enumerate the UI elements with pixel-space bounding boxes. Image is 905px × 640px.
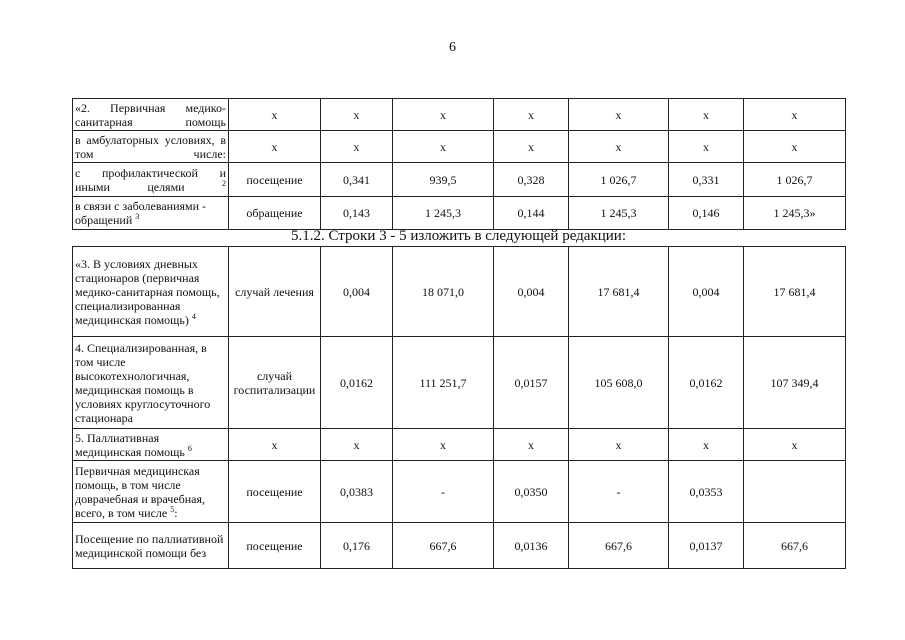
value-cell: х xyxy=(393,429,494,461)
row-label-text: с профилактической и иными целями xyxy=(75,165,226,194)
value-cell: х xyxy=(669,99,744,131)
row-label-text: Посещение по паллиативной медицинской помощи без xyxy=(75,531,224,560)
footnote-ref: 2 xyxy=(222,178,226,188)
value-cell: х xyxy=(321,429,393,461)
unit-cell: х xyxy=(229,99,321,131)
row-label xyxy=(73,163,229,197)
row-label xyxy=(73,429,229,461)
value-cell: х xyxy=(744,429,846,461)
value-cell: х xyxy=(569,131,669,163)
value-cell: х xyxy=(569,429,669,461)
value-cell: 667,6 xyxy=(569,523,669,569)
row-label-text: 5. Паллиативная медицинская помощь xyxy=(75,430,185,459)
table-row xyxy=(73,461,846,523)
unit-cell: посещение xyxy=(229,163,321,197)
value-cell: 18 071,0 xyxy=(393,247,494,337)
value-cell: 0,328 xyxy=(494,163,569,197)
value-cell: 0,004 xyxy=(669,247,744,337)
row-label xyxy=(73,461,229,523)
unit-cell: обращение xyxy=(229,197,321,230)
value-cell: х xyxy=(669,429,744,461)
value-cell: 0,341 xyxy=(321,163,393,197)
row-label xyxy=(73,197,229,230)
value-cell: 0,146 xyxy=(669,197,744,230)
value-cell: - xyxy=(393,461,494,523)
table-row xyxy=(73,247,846,337)
table-rows-3-5 xyxy=(72,246,846,569)
table-row xyxy=(73,99,846,131)
value-cell: х xyxy=(494,99,569,131)
value-cell: 1 245,3» xyxy=(744,197,846,230)
value-cell: х xyxy=(494,131,569,163)
footnote-ref: 6 xyxy=(187,443,192,453)
unit-cell: х xyxy=(229,131,321,163)
footnote-ref: 5 xyxy=(170,504,175,514)
row-label xyxy=(73,99,229,131)
unit-cell: посещение xyxy=(229,461,321,523)
value-cell: 1 245,3 xyxy=(393,197,494,230)
value-cell: 0,144 xyxy=(494,197,569,230)
value-cell: 1 026,7 xyxy=(569,163,669,197)
table-row xyxy=(73,131,846,163)
value-cell: х xyxy=(669,131,744,163)
value-cell: 0,0350 xyxy=(494,461,569,523)
row-label-text: Первичная медицинская помощь, в том числе доврачебная и врачебная, всего, в том числе xyxy=(75,463,206,520)
value-cell: 105 608,0 xyxy=(569,337,669,429)
value-cell: 17 681,4 xyxy=(744,247,846,337)
value-cell: 0,331 xyxy=(669,163,744,197)
row-label-text: в амбулаторных условиях, в том числе: xyxy=(75,132,226,161)
value-cell: х xyxy=(393,131,494,163)
value-cell: 0,0353 xyxy=(669,461,744,523)
row-label-text: 4. Специализированная, в том числе высокотехнологичная, медицинская помощь в условиях круглосуточного стационара xyxy=(75,340,211,425)
value-cell xyxy=(744,461,846,523)
row-label-text: «3. В условиях дневных стационаров (первичная медико-санитарная помощь, специализированная медицинская помощь) xyxy=(75,256,220,327)
row-label xyxy=(73,247,229,337)
value-cell: 0,004 xyxy=(494,247,569,337)
row-label xyxy=(73,131,229,163)
value-cell: 17 681,4 xyxy=(569,247,669,337)
value-cell: 1 026,7 xyxy=(744,163,846,197)
label-suffix: : xyxy=(174,505,178,520)
row-label-text: в связи с заболеваниями - обращений xyxy=(75,199,207,227)
value-cell: 0,0137 xyxy=(669,523,744,569)
value-cell: - xyxy=(569,461,669,523)
table-row xyxy=(73,197,846,230)
value-cell: 667,6 xyxy=(744,523,846,569)
section-heading: 5.1.2. Строки 3 - 5 изложить в следующей редакции: xyxy=(290,228,626,244)
row-label xyxy=(73,337,229,429)
value-cell: 0,143 xyxy=(321,197,393,230)
value-cell: 111 251,7 xyxy=(393,337,494,429)
value-cell: 0,004 xyxy=(321,247,393,337)
value-cell: х xyxy=(393,99,494,131)
table-row xyxy=(73,163,846,197)
table-row xyxy=(73,429,846,461)
table-row xyxy=(73,523,846,569)
value-cell: 0,0136 xyxy=(494,523,569,569)
value-cell: 0,0162 xyxy=(669,337,744,429)
unit-cell: случай лечения xyxy=(229,247,321,337)
row-label xyxy=(73,523,229,569)
value-cell: х xyxy=(321,131,393,163)
value-cell: х xyxy=(744,99,846,131)
value-cell: 107 349,4 xyxy=(744,337,846,429)
unit-cell: посещение xyxy=(229,523,321,569)
value-cell: х xyxy=(494,429,569,461)
value-cell: х xyxy=(321,99,393,131)
value-cell: 0,0157 xyxy=(494,337,569,429)
value-cell: 0,176 xyxy=(321,523,393,569)
value-cell: х xyxy=(569,99,669,131)
value-cell: х xyxy=(744,131,846,163)
value-cell: 1 245,3 xyxy=(569,197,669,230)
value-cell: 667,6 xyxy=(393,523,494,569)
unit-cell: х xyxy=(229,429,321,461)
table-row xyxy=(73,337,846,429)
value-cell: 0,0383 xyxy=(321,461,393,523)
table-primary-care xyxy=(72,98,846,230)
row-label-text: «2. Первичная медико-санитарная помощь xyxy=(75,100,226,129)
page-number: 6 xyxy=(449,40,456,55)
footnote-ref: 4 xyxy=(191,311,196,321)
footnote-ref: 3 xyxy=(135,212,140,221)
unit-cell: случай госпитализации xyxy=(229,337,321,429)
value-cell: 939,5 xyxy=(393,163,494,197)
value-cell: 0,0162 xyxy=(321,337,393,429)
